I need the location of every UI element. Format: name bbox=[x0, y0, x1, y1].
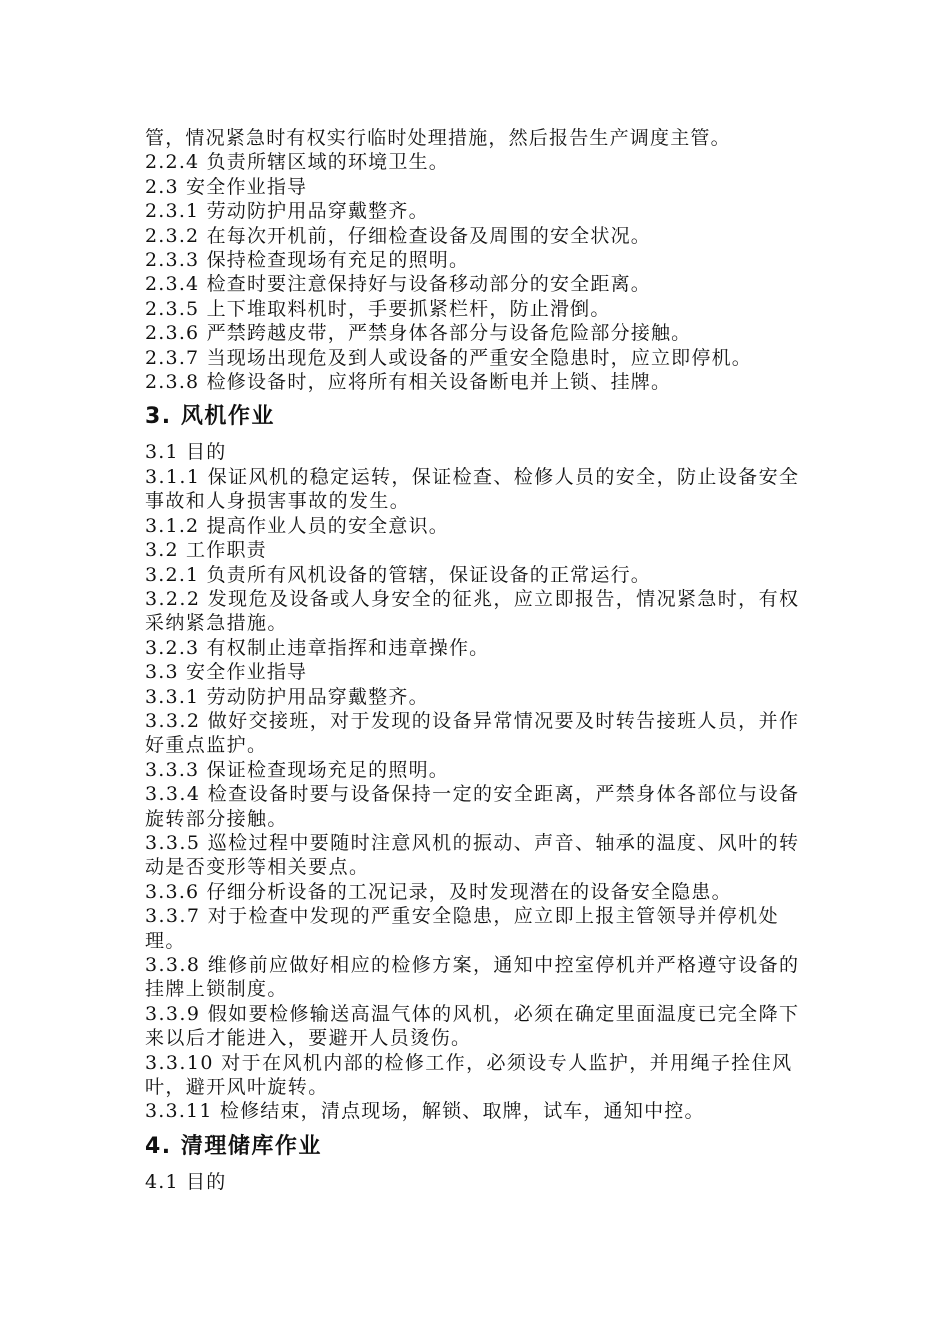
text-line: 2.3.7 当现场出现危及到人或设备的严重安全隐患时，应立即停机。 bbox=[145, 346, 752, 369]
text-line: 4.1 目的 bbox=[145, 1170, 227, 1193]
text-line: 2.3 安全作业指导 bbox=[145, 175, 308, 198]
section-2-block bbox=[145, 126, 815, 394]
text-line: 3.3.1 劳动防护用品穿戴整齐。 bbox=[145, 685, 429, 708]
text-line: 2.3.8 检修设备时，应将所有相关设备断电并上锁、挂牌。 bbox=[145, 371, 672, 394]
text-line: 3.3.4 检查设备时要与设备保持一定的安全距离，严禁身体各部位与设备旋转部分接触。 bbox=[145, 783, 800, 830]
text-line: 3.3.11 检修结束，清点现场，解锁、取牌，试车，通知中控。 bbox=[145, 1100, 705, 1123]
section-4-heading: 4. 清理储库作业 bbox=[145, 1133, 322, 1159]
text-line: 3.2 工作职责 bbox=[145, 539, 267, 562]
text-line: 2.3.2 在每次开机前，仔细检查设备及周围的安全状况。 bbox=[145, 224, 651, 247]
text-line: 3.3.8 维修前应做好相应的检修方案，通知中控室停机并严格遵守设备的挂牌上锁制度。 bbox=[145, 954, 800, 1001]
text-line: 3.3.3 保证检查现场充足的照明。 bbox=[145, 758, 449, 781]
text-line: 2.3.4 检查时要注意保持好与设备移动部分的安全距离。 bbox=[145, 273, 651, 296]
text-line: 3.2.1 负责所有风机设备的管辖，保证设备的正常运行。 bbox=[145, 563, 651, 586]
text-line: 2.3.1 劳动防护用品穿戴整齐。 bbox=[145, 200, 429, 223]
text-line: 3.2.3 有权制止违章指挥和违章操作。 bbox=[145, 636, 490, 659]
text-line: 2.2.4 负责所辖区域的环境卫生。 bbox=[145, 151, 449, 174]
text-line: 3.3.10 对于在风机内部的检修工作，必须设专人监护，并用绳子拴住风叶，避开风叶旋转。 bbox=[145, 1051, 793, 1099]
text-line: 2.3.3 保持检查现场有充足的照明。 bbox=[145, 249, 470, 272]
section-3-heading: 3. 风机作业 bbox=[145, 404, 275, 430]
text-line: 3.3 安全作业指导 bbox=[145, 661, 308, 684]
section-4-block bbox=[145, 1170, 815, 1194]
text-line: 3.3.6 仔细分析设备的工况记录，及时发现潜在的设备安全隐患。 bbox=[145, 880, 732, 903]
text-line: 3.3.7 对于检查中发现的严重安全隐患，应立即上报主管领导并停机处理。 bbox=[145, 905, 779, 952]
section-3-block bbox=[145, 440, 815, 1123]
text-line: 3.3.2 做好交接班，对于发现的设备异常情况要及时转告接班人员，并作好重点监护。 bbox=[145, 709, 800, 757]
text-line: 2.3.5 上下堆取料机时，手要抓紧栏杆，防止滑倒。 bbox=[145, 297, 611, 320]
text-line: 2.3.6 严禁跨越皮带，严禁身体各部分与设备危险部分接触。 bbox=[145, 322, 692, 345]
text-line: 3.1 目的 bbox=[145, 441, 227, 464]
text-line: 管，情况紧急时有权实行临时处理措施，然后报告生产调度主管。 bbox=[145, 127, 731, 149]
text-line: 3.3.5 巡检过程中要随时注意风机的振动、声音、轴承的温度、风叶的转动是否变形等相关要点。 bbox=[145, 831, 800, 879]
text-line: 3.3.9 假如要检修输送高温气体的风机，必须在确定里面温度已完全降下来以后才能进入，要避开人员烫伤。 bbox=[145, 1002, 800, 1050]
text-line: 3.2.2 发现危及设备或人身安全的征兆，应立即报告，情况紧急时，有权采纳紧急措施。 bbox=[145, 587, 800, 635]
text-line: 3.1.2 提高作业人员的安全意识。 bbox=[145, 514, 449, 537]
document-page bbox=[145, 126, 815, 1194]
text-line: 3.1.1 保证风机的稳定运转，保证检查、检修人员的安全，防止设备安全事故和人身损害事故的发生。 bbox=[145, 465, 800, 513]
